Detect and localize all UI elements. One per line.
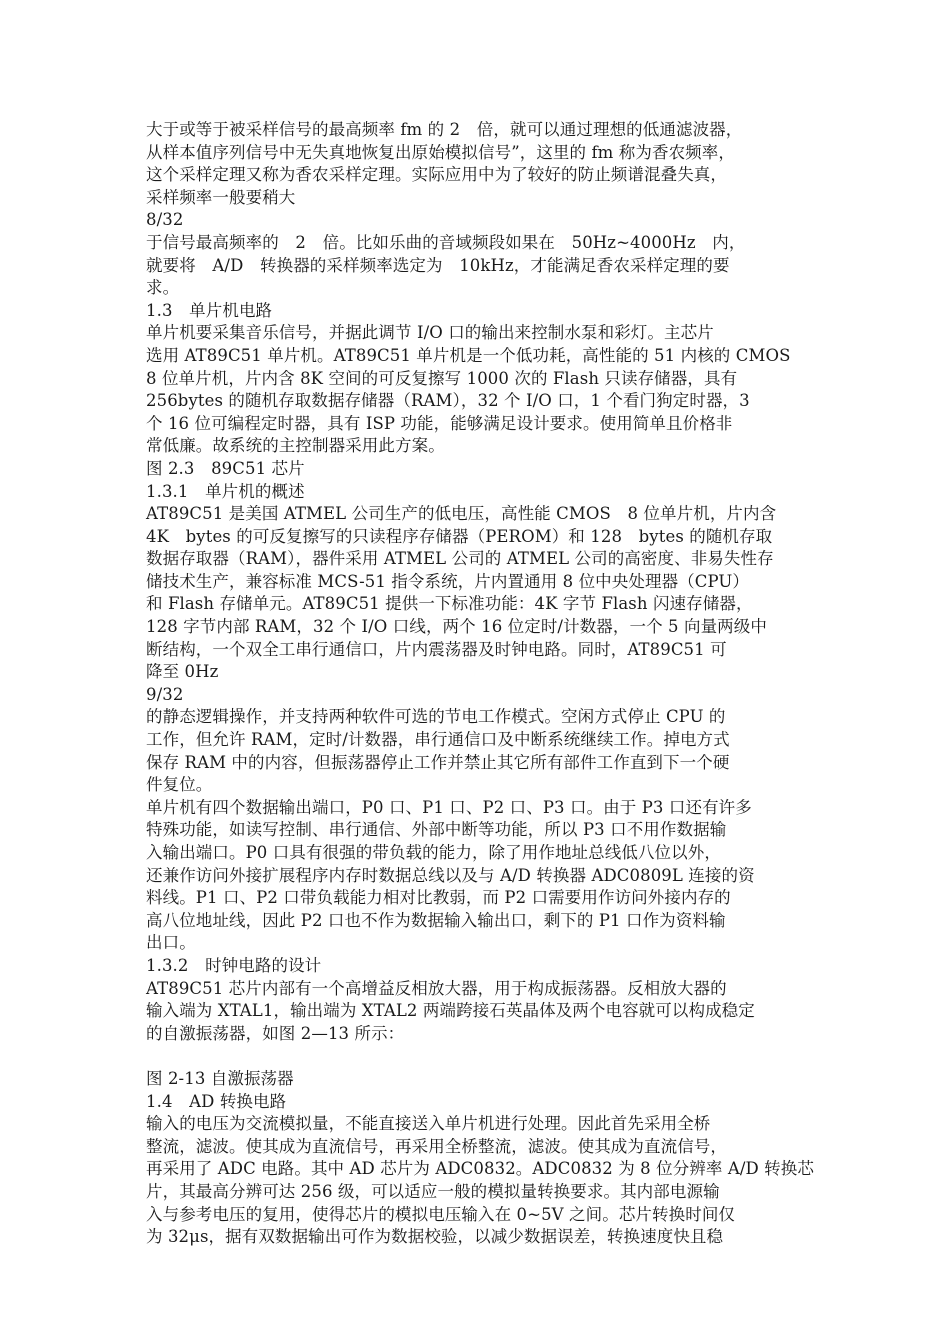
text-line: 工作，但允许 RAM，定时/计数器，串行通信口及中断系统继续工作。掉电方式 [146, 730, 730, 750]
section-heading: 1.3.2 时钟电路的设计 [146, 955, 322, 975]
text-line: 就要将 A/D 转换器的采样频率选定为 10kHz，才能满足香农采样定理的要 [146, 255, 730, 275]
text-line: 常低廉。故系统的主控制器采用此方案。 [146, 436, 445, 456]
text-line: 256bytes 的随机存取数据存储器（RAM），32 个 I/O 口，1 个看门狗定时器，3 [146, 391, 750, 411]
text-line: 整流，滤波。使其成为直流信号，再采用全桥整流，滤波。使其成为直流信号， [146, 1136, 727, 1156]
text-line: 4K bytes 的可反复擦写的只读程序存储器（PEROM）和 128 bytes 的随机存取 [146, 526, 773, 546]
text-line: 为 32μs，据有双数据输出可作为数据校验，以减少数据误差，转换速度快且稳 [146, 1227, 724, 1247]
figure-caption: 图 2.3 89C51 芯片 [146, 458, 305, 478]
text-line: 断结构，一个双全工串行通信口，片内震荡器及时钟电路。同时，AT89C51 可 [146, 639, 727, 659]
figure-caption: 图 2-13 自激振荡器 [146, 1068, 294, 1088]
text-line: 大于或等于被采样信号的最高频率 fm 的 2 倍，就可以通过理想的低通滤波器， [146, 120, 743, 139]
document-page [146, 119, 816, 1249]
text-line: 高八位地址线，因此 P2 口也不作为数据输入输出口，剩下的 P1 口作为资料输 [146, 910, 726, 930]
text-line: 单片机要采集音乐信号，并据此调节 I/O 口的输出来控制水泵和彩灯。主芯片 [146, 323, 714, 343]
text-line: 个 16 位可编程定时器，具有 ISP 功能，能够满足设计要求。使用简单且价格非 [146, 413, 733, 433]
text-line: 保存 RAM 中的内容，但振荡器停止工作并禁止其它所有部件工作直到下一个硬 [146, 752, 730, 772]
text-line: 和 Flash 存储单元。AT89C51 提供一下标准功能：4K 字节 Flash 闪速存储器， [146, 594, 753, 614]
text-line: 件复位。 [146, 775, 213, 795]
text-line: 选用 AT89C51 单片机。AT89C51 单片机是一个低功耗，高性能的 51 内核的 CMOS [146, 345, 791, 365]
text-line: 入与参考电压的复用，使得芯片的模拟电压输入在 0~5V 之间。芯片转换时间仅 [146, 1204, 736, 1224]
text-line: 还兼作访问外接扩展程序内存时数据总线以及与 A/D 转换器 ADC0809L 连接的资 [146, 865, 755, 885]
text-line: 料线。P1 口、P2 口带负载能力相对比教弱，而 P2 口需要用作访问外接内存的 [146, 888, 731, 908]
text-line: 于信号最高频率的 2 倍。比如乐曲的音域频段如果在 50Hz~4000Hz 内， [146, 232, 746, 252]
text-line: 入输出端口。P0 口具有很强的带负载的能力，除了用作地址总线低八位以外， [146, 843, 721, 862]
text-line: 单片机有四个数据输出端口，P0 口、P1 口、P2 口、P3 口。由于 P3 口还有许多 [146, 797, 752, 817]
text-line: 输入端为 XTAL1，输出端为 XTAL2 两端跨接石英晶体及两个电容就可以构成稳定 [146, 1001, 755, 1021]
text-line: 输入的电压为交流模拟量，不能直接送入单片机进行处理。因此首先采用全桥 [146, 1114, 711, 1134]
text-line: 的静态逻辑操作，并支持两种软件可选的节电工作模式。空闲方式停止 CPU 的 [146, 707, 726, 727]
section-heading: 1.3.1 单片机的概述 [146, 481, 305, 501]
text-line: 特殊功能，如读写控制、串行通信、外部中断等功能，所以 P3 口不用作数据输 [146, 820, 727, 840]
text-line: AT89C51 是美国 ATMEL 公司生产的低电压，高性能 CMOS 8 位单片机，片内含 [146, 504, 777, 524]
text-line: 采样频率一般要稍大 [146, 187, 296, 207]
text-line: 出口。 [146, 933, 196, 953]
text-line: 从样本值序列信号中无失真地恢复出原始模拟信号”，这里的 fm 称为香农频率， [146, 142, 735, 162]
section-heading: 1.3 单片机电路 [146, 300, 273, 320]
page-number: 9/32 [146, 684, 184, 704]
blank-line [146, 1045, 816, 1068]
text-line: 降至 0Hz [146, 662, 219, 682]
text-line: 储技术生产，兼容标准 MCS-51 指令系统，片内置通用 8 位中央处理器（CPU） [146, 571, 750, 591]
section-heading: 1.4 AD 转换电路 [146, 1091, 287, 1111]
text-line: 8 位单片机，片内含 8K 空间的可反复擦写 1000 次的 Flash 只读存储器，具有 [146, 368, 738, 388]
page-number: 8/32 [146, 210, 184, 230]
text-line: AT89C51 芯片内部有一个高增益反相放大器，用于构成振荡器。反相放大器的 [146, 978, 727, 998]
text-line: 数据存取器（RAM），器件采用 ATMEL 公司的 ATMEL 公司的高密度、非易失性存 [146, 549, 774, 569]
text-line: 这个采样定理又称为香农采样定理。实际应用中为了较好的防止频谱混叠失真， [146, 165, 727, 185]
text-line: 片，其最高分辨可达 256 级，可以适应一般的模拟量转换要求。其内部电源输 [146, 1181, 720, 1201]
text-line: 128 字节内部 RAM，32 个 I/O 口线，两个 16 位定时/计数器，一个 5 向量两级中 [146, 617, 767, 637]
text-line: 再采用了 ADC 电路。其中 AD 芯片为 ADC0832。ADC0832 为 8 位分辨率 A/D 转换芯 [146, 1159, 814, 1179]
text-line: 求。 [146, 278, 180, 298]
text-line: 的自激振荡器，如图 2—13 所示： [146, 1023, 405, 1043]
